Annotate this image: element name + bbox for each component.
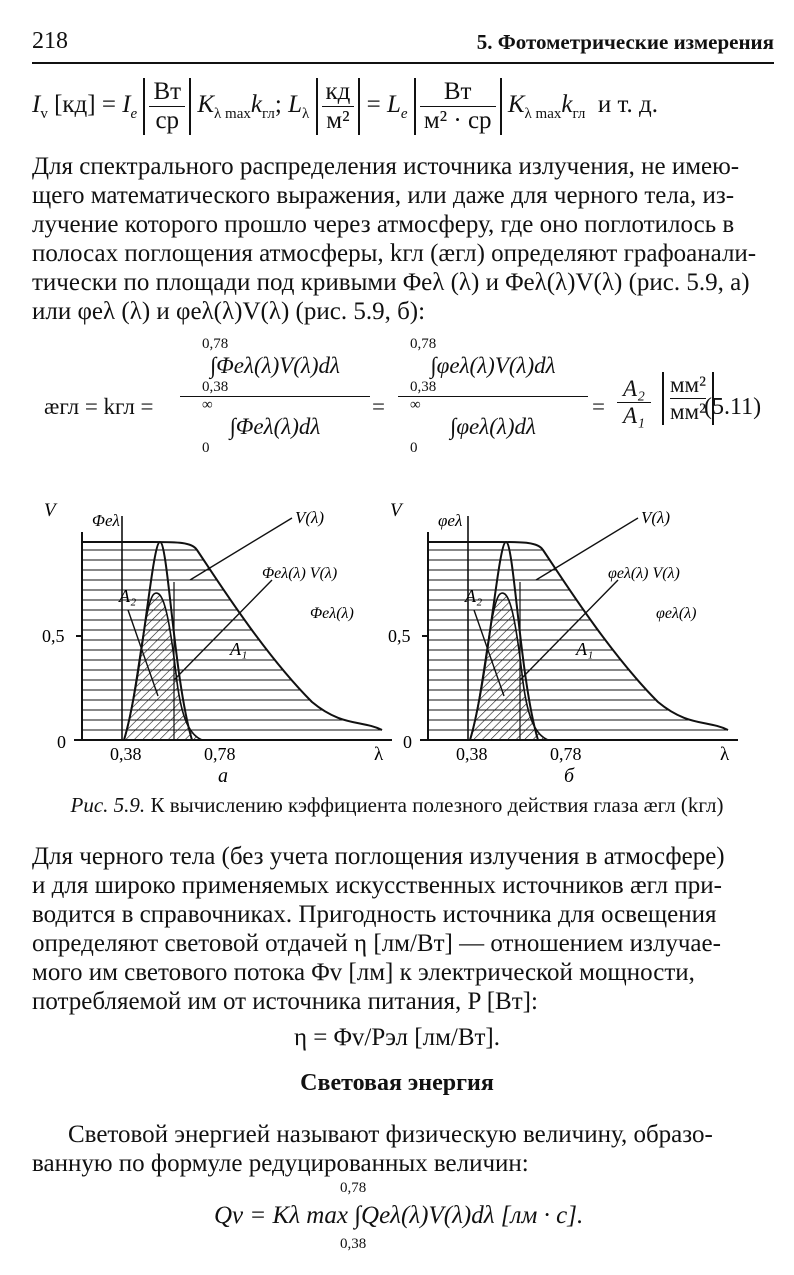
lower-limit: 0,38 — [180, 379, 370, 397]
numerator: ∫Φeλ(λ)V(λ)dλ — [209, 353, 341, 378]
formula-Q — [214, 1180, 634, 1260]
label-A2: A₂ — [119, 586, 137, 606]
caption-prefix: Рис. 5.9. — [70, 793, 146, 817]
formula-sub: гл — [261, 105, 275, 122]
area-ratio — [617, 376, 651, 429]
formula-sub: гл — [572, 105, 586, 122]
label-phi: φeλ(λ) — [656, 605, 697, 622]
tick-label-038: 0,38 — [110, 744, 142, 764]
product-curve — [470, 593, 548, 740]
tick-label-078: 0,78 — [204, 744, 236, 764]
label-A1: A₁ — [576, 639, 594, 659]
formula-term: K — [507, 90, 525, 118]
caption-text: К вычислению кэффициента полезного действия глаза æгл (kгл) — [150, 793, 724, 817]
text-line: щего математического выражения, или даже для черного тела, из- — [32, 182, 735, 209]
formula-term: L — [386, 90, 401, 118]
equals: = — [592, 394, 605, 419]
formula-term: I — [122, 90, 131, 118]
text-line: Световой энергией называют физическую величину, образо- — [68, 1121, 713, 1148]
formula-text: и т. д. — [597, 90, 659, 118]
text-line: водится в справочниках. Пригодность источника для освещения — [32, 901, 717, 928]
text-line: и для широко применяемых искусственных источников æгл при- — [32, 872, 722, 899]
paragraph-1 — [32, 152, 774, 326]
ratio-num: A₂ — [617, 376, 651, 403]
formula-sub: λ max — [214, 105, 251, 122]
tick-label-038: 0,38 — [456, 744, 488, 764]
formula-sub: e — [130, 105, 138, 122]
fraction-denominator: м² · ср — [423, 107, 492, 134]
fraction-2 — [398, 336, 588, 457]
fraction-numerator: кд — [322, 78, 355, 107]
running-header — [32, 28, 774, 58]
figure-caption — [0, 793, 794, 818]
formula-5-11 — [32, 336, 774, 486]
subfigure-letter: б — [564, 765, 575, 787]
upper-limit: ∞ — [202, 397, 213, 413]
formula-sub: e — [400, 105, 408, 122]
formula-term: I — [32, 90, 41, 118]
text-line: потребляемой им от источника питания, P [Вт]: — [32, 988, 538, 1015]
tick-label-078: 0,78 — [550, 744, 582, 764]
upper-limit: 0,78 — [410, 336, 437, 352]
fraction-numerator: Вт — [420, 78, 496, 107]
paragraph-3 — [32, 1120, 774, 1178]
upper-limit: 0,78 — [202, 336, 229, 352]
formula-term: K — [197, 90, 214, 118]
figure-5-9 — [0, 500, 794, 795]
fraction-numerator: Вт — [149, 78, 185, 107]
tick-label-05: 0,5 — [42, 626, 65, 646]
paragraph-2 — [32, 842, 774, 1016]
label-V: V(λ) — [295, 508, 325, 527]
text-line: мого им светового потока Φv [лм] к электрической мощности, — [32, 959, 695, 986]
equation-number: (5.11) — [704, 394, 762, 420]
formula-term: L — [288, 90, 302, 118]
numerator: ∫φeλ(λ)V(λ)dλ — [430, 353, 556, 378]
text-line: ванную по формуле редуцированных величин: — [32, 1150, 529, 1177]
tick-label-0: 0 — [403, 732, 412, 752]
x-axis-label: λ — [374, 744, 384, 765]
unit-num: мм² — [670, 372, 707, 397]
label-A2: A₂ — [465, 586, 483, 606]
equals: = — [372, 394, 385, 419]
formula-eta: η = Φv/Pэл [лм/Вт]. — [293, 1024, 501, 1051]
text-line: или φeλ (λ) и φeλ(λ)V(λ) (рис. 5.9, б): — [32, 298, 426, 325]
formula-top — [32, 78, 658, 148]
label-product: Φeλ(λ) V(λ) — [262, 565, 338, 582]
formula-term: k — [561, 90, 573, 118]
section-heading: Световая энергия — [300, 1070, 494, 1096]
section-title: 5. Фотометрические измерения — [476, 30, 774, 54]
label-V: V(λ) — [641, 508, 671, 527]
lower-limit: 0 — [410, 440, 418, 456]
plot-a — [42, 500, 392, 787]
upper-limit: 0,78 — [340, 1180, 367, 1196]
product-curve — [124, 593, 202, 740]
label-A1: A₁ — [230, 639, 248, 659]
unit-den: мм² — [670, 399, 707, 424]
phi-axis-label: Φeλ — [92, 511, 120, 530]
formula-text: [кд] = — [54, 90, 123, 118]
label-product: φeλ(λ) V(λ) — [608, 565, 680, 582]
page-number: 218 — [32, 28, 68, 54]
text-line: определяют световой отдачей η [лм/Вт] — отношением излучае- — [32, 930, 721, 957]
formula-lhs: æгл = kгл = — [44, 394, 154, 419]
fraction-1 — [180, 336, 370, 457]
fraction-denominator: ср — [155, 107, 180, 134]
formula-text: = — [366, 90, 387, 118]
formula-sub: λ max — [524, 105, 562, 122]
ratio-den: A₁ — [622, 403, 646, 428]
text-line: лучение которого прошло через атмосферу, где оно поглотилось в — [32, 211, 735, 238]
lower-limit: 0,38 — [398, 379, 588, 397]
denominator: ∫Φeλ(λ)dλ — [229, 414, 321, 439]
lower-limit: 0 — [202, 440, 210, 456]
formula-sub: λ — [301, 105, 310, 122]
denominator: ∫φeλ(λ)dλ — [450, 414, 536, 439]
upper-limit: ∞ — [410, 397, 421, 413]
label-phi: Φeλ(λ) — [310, 605, 354, 622]
fraction-denominator: м² — [326, 107, 350, 134]
formula-text: ; — [274, 90, 282, 118]
text-line: Для черного тела (без учета поглощения излучения в атмосфере) — [32, 843, 725, 870]
text-line: Для спектрального распределения источника излучения, не имею- — [32, 153, 740, 180]
phi-axis-label: φeλ — [438, 511, 463, 530]
formula-expr: Qv = Kλ max ∫Qeλ(λ)V(λ)dλ [лм · с]. — [214, 1202, 584, 1229]
lower-limit: 0,38 — [340, 1236, 367, 1252]
header-rule — [32, 62, 774, 64]
formula-term: k — [250, 90, 262, 118]
formula-sub: v — [40, 105, 48, 122]
tick-label-0: 0 — [57, 732, 66, 752]
text-line: полосах поглощения атмосферы, kгл (æгл) определяют графоанали- — [32, 240, 757, 267]
plot-b — [388, 500, 738, 787]
subfigure-letter: а — [218, 765, 228, 787]
text-line: тически по площади под кривыми Φeλ (λ) и Φeλ(λ)V(λ) (рис. 5.9, а) — [32, 269, 750, 296]
y-axis-label: V — [390, 500, 402, 521]
x-axis-label: λ — [720, 744, 730, 765]
tick-label-05: 0,5 — [388, 626, 411, 646]
y-axis-label: V — [44, 500, 56, 521]
